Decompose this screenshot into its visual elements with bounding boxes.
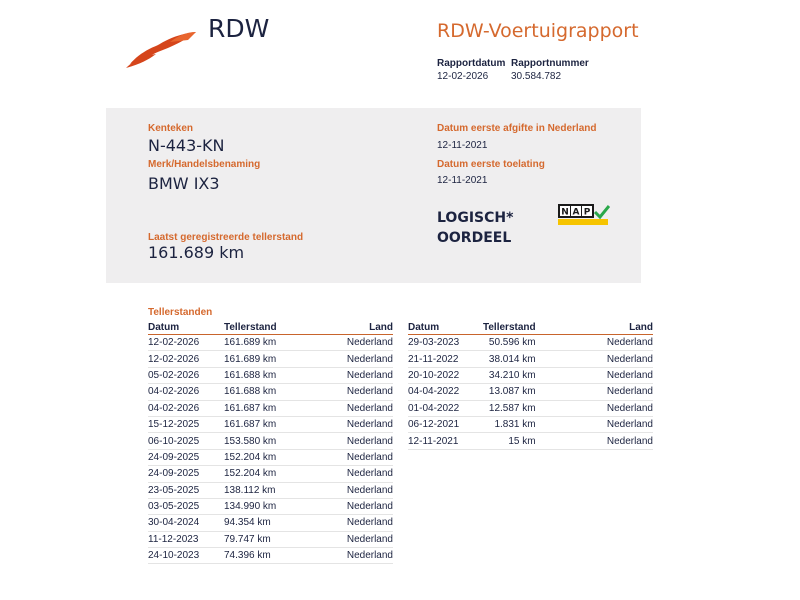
report-date-label: Rapportdatum <box>437 58 506 69</box>
reading-country: Nederland <box>536 384 653 400</box>
report-number-value: 30.584.782 <box>511 71 562 82</box>
report-title: RDW-Voertuigrapport <box>437 20 639 42</box>
make-value: BMW IX3 <box>148 174 220 193</box>
table-row <box>148 416 393 432</box>
reading-value: 138.112 km <box>224 482 304 498</box>
reading-country: Nederland <box>304 384 393 400</box>
verdict-line-1: LOGISCH* <box>437 210 514 226</box>
reading-country: Nederland <box>536 416 653 432</box>
table-row <box>148 367 393 383</box>
table-row <box>408 335 653 351</box>
table-row <box>408 416 653 432</box>
table-row <box>148 548 393 564</box>
reading-date: 12-02-2026 <box>148 351 224 367</box>
reading-date: 11-12-2023 <box>148 531 224 547</box>
reading-country: Nederland <box>536 400 653 416</box>
reading-value: 161.689 km <box>224 335 304 351</box>
column-header-country: Land <box>304 320 393 335</box>
reading-value: 1.831 km <box>483 416 536 432</box>
reading-country: Nederland <box>536 351 653 367</box>
reading-date: 01-04-2022 <box>408 400 483 416</box>
table-row <box>148 482 393 498</box>
reading-value: 161.687 km <box>224 416 304 432</box>
brand-name: RDW <box>208 14 270 43</box>
report-date-value: 12-02-2026 <box>437 71 489 82</box>
reading-country: Nederland <box>304 449 393 465</box>
reading-date: 21-11-2022 <box>408 351 483 367</box>
reading-country: Nederland <box>536 367 653 383</box>
table-row <box>148 515 393 531</box>
odometer-readings-title: Tellerstanden <box>148 307 213 318</box>
first-issue-label: Datum eerste afgifte in Nederland <box>437 123 597 134</box>
report-number-label: Rapportnummer <box>511 58 589 69</box>
table-row <box>408 367 653 383</box>
reading-value: 161.688 km <box>224 367 304 383</box>
reading-value: 161.687 km <box>224 400 304 416</box>
reading-country: Nederland <box>304 498 393 514</box>
column-header-reading: Tellerstand <box>224 320 304 335</box>
reading-date: 23-05-2025 <box>148 482 224 498</box>
table-row <box>148 384 393 400</box>
reading-value: 34.210 km <box>483 367 536 383</box>
reading-date: 12-02-2026 <box>148 335 224 351</box>
reading-country: Nederland <box>304 548 393 564</box>
first-admission-value: 12-11-2021 <box>437 175 488 186</box>
reading-value: 152.204 km <box>224 466 304 482</box>
table-row <box>148 351 393 367</box>
table-header-row <box>148 320 393 335</box>
plate-label: Kenteken <box>148 123 194 134</box>
reading-value: 12.587 km <box>483 400 536 416</box>
reading-country: Nederland <box>304 400 393 416</box>
reading-value: 15 km <box>483 433 536 449</box>
reading-date: 29-03-2023 <box>408 335 483 351</box>
column-header-country: Land <box>536 320 653 335</box>
reading-value: 161.688 km <box>224 384 304 400</box>
reading-country: Nederland <box>304 335 393 351</box>
verdict-line-2: OORDEEL <box>437 230 512 246</box>
svg-text:N: N <box>561 207 569 218</box>
reading-value: 94.354 km <box>224 515 304 531</box>
reading-value: 153.580 km <box>224 433 304 449</box>
reading-date: 03-05-2025 <box>148 498 224 514</box>
svg-text:A: A <box>572 207 580 218</box>
table-row <box>408 351 653 367</box>
odometer-label: Laatst geregistreerde tellerstand <box>148 232 304 243</box>
nap-check-badge-icon <box>558 204 610 226</box>
table-row <box>408 433 653 449</box>
plate-value: N-443-KN <box>148 136 225 155</box>
table-row <box>148 400 393 416</box>
reading-country: Nederland <box>304 433 393 449</box>
make-label: Merk/Handelsbenaming <box>148 159 261 170</box>
reading-date: 15-12-2025 <box>148 416 224 432</box>
column-header-date: Datum <box>408 320 483 335</box>
reading-value: 38.014 km <box>483 351 536 367</box>
reading-country: Nederland <box>536 335 653 351</box>
reading-country: Nederland <box>304 351 393 367</box>
table-row <box>148 449 393 465</box>
reading-value: 79.747 km <box>224 531 304 547</box>
reading-date: 04-04-2022 <box>408 384 483 400</box>
reading-date: 24-09-2025 <box>148 466 224 482</box>
reading-date: 06-12-2021 <box>408 416 483 432</box>
reading-date: 20-10-2022 <box>408 367 483 383</box>
reading-date: 06-10-2025 <box>148 433 224 449</box>
odometer-value: 161.689 km <box>148 243 245 262</box>
reading-country: Nederland <box>304 416 393 432</box>
reading-date: 24-09-2025 <box>148 449 224 465</box>
reading-date: 24-10-2023 <box>148 548 224 564</box>
table-row <box>148 335 393 351</box>
column-header-date: Datum <box>148 320 224 335</box>
reading-date: 30-04-2024 <box>148 515 224 531</box>
reading-date: 04-02-2026 <box>148 384 224 400</box>
reading-value: 74.396 km <box>224 548 304 564</box>
rdw-wing-logo-icon <box>126 30 198 70</box>
odometer-table-left <box>148 320 393 564</box>
odometer-table-right <box>408 320 653 450</box>
reading-value: 161.689 km <box>224 351 304 367</box>
reading-value: 50.596 km <box>483 335 536 351</box>
reading-country: Nederland <box>304 531 393 547</box>
table-row <box>148 531 393 547</box>
reading-country: Nederland <box>304 466 393 482</box>
reading-country: Nederland <box>304 515 393 531</box>
verdict-text <box>437 208 513 248</box>
table-row <box>148 433 393 449</box>
table-row <box>148 498 393 514</box>
table-row <box>408 384 653 400</box>
reading-value: 134.990 km <box>224 498 304 514</box>
reading-date: 04-02-2026 <box>148 400 224 416</box>
reading-country: Nederland <box>536 433 653 449</box>
reading-value: 13.087 km <box>483 384 536 400</box>
reading-country: Nederland <box>304 482 393 498</box>
table-row <box>148 466 393 482</box>
first-admission-label: Datum eerste toelating <box>437 159 545 170</box>
table-row <box>408 400 653 416</box>
table-header-row <box>408 320 653 335</box>
reading-date: 05-02-2026 <box>148 367 224 383</box>
reading-value: 152.204 km <box>224 449 304 465</box>
svg-text:P: P <box>583 207 591 218</box>
column-header-reading: Tellerstand <box>483 321 536 333</box>
reading-date: 12-11-2021 <box>408 433 483 449</box>
first-issue-value: 12-11-2021 <box>437 140 488 151</box>
reading-country: Nederland <box>304 367 393 383</box>
